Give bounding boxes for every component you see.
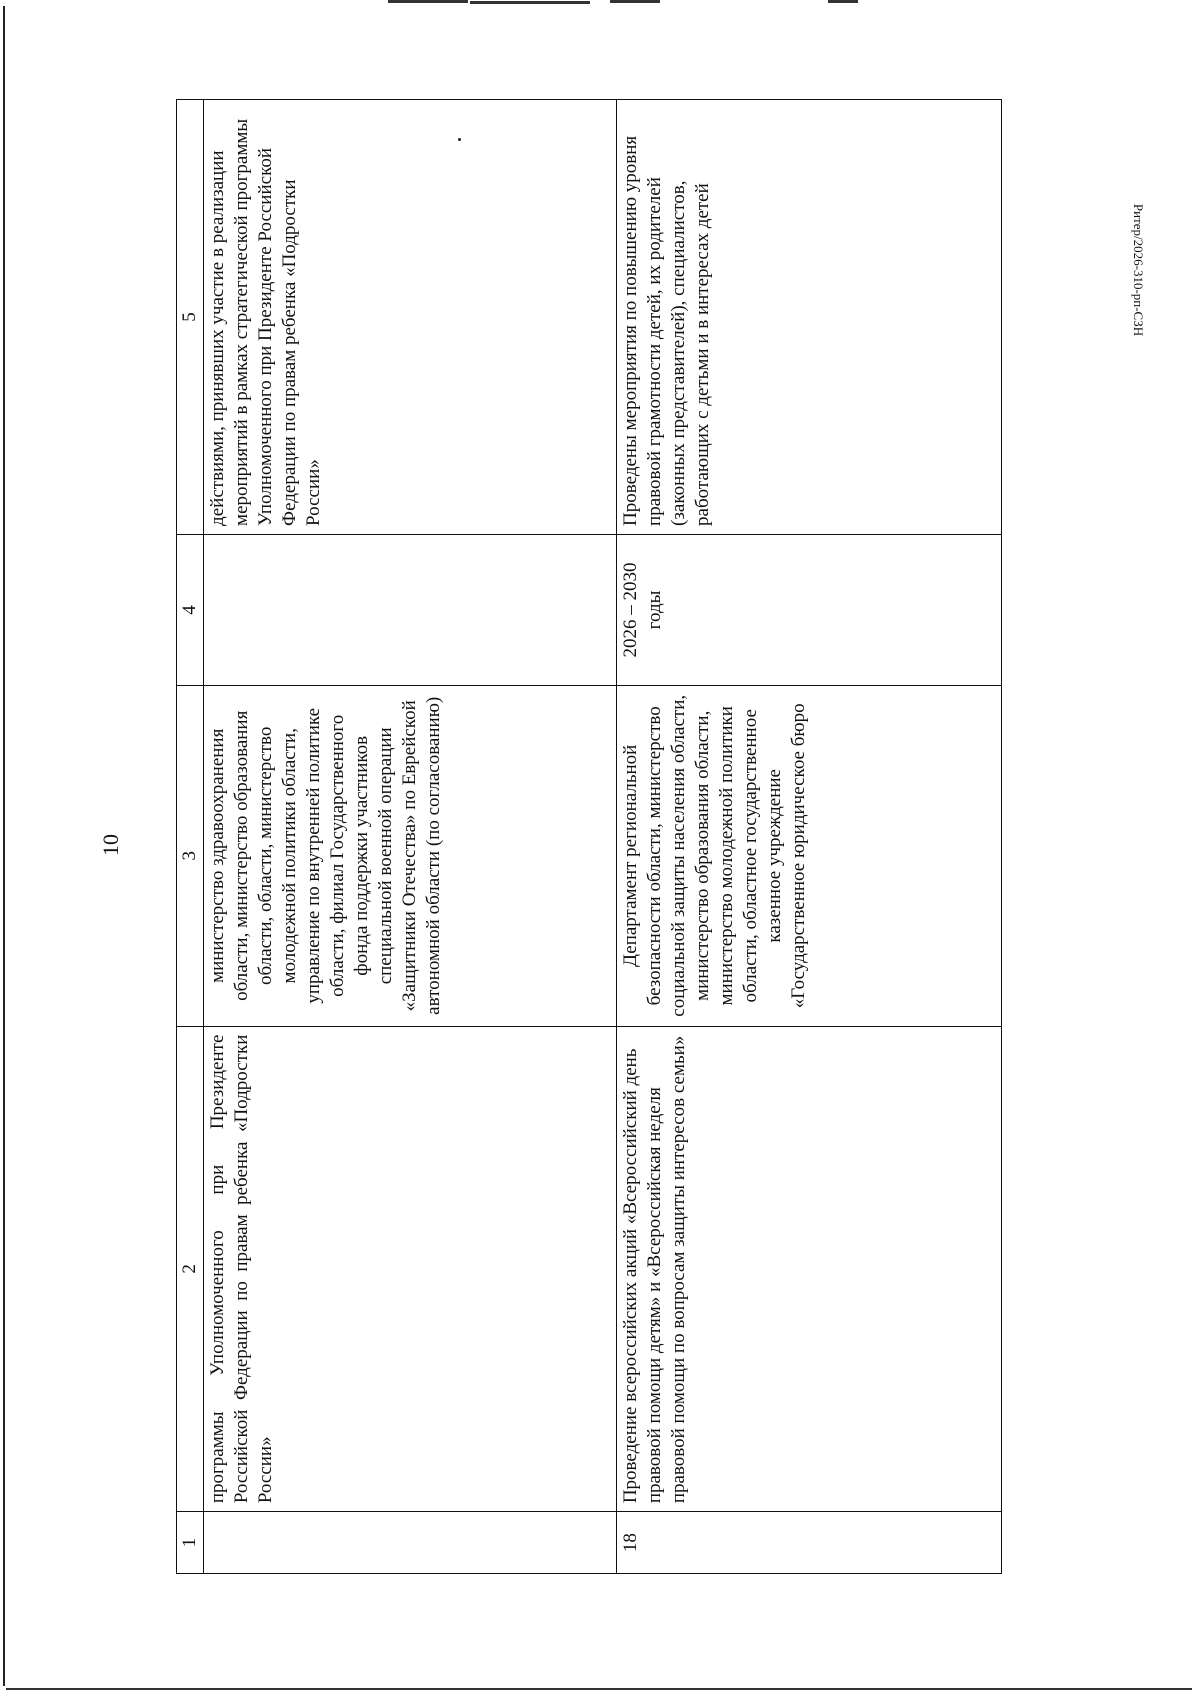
period-cell: 2026 – 2030 годы	[617, 534, 1002, 685]
schedule-table-rotated	[176, 99, 992, 1574]
page-edge	[6, 1688, 1192, 1690]
page-edge	[3, 6, 5, 1686]
row-number	[204, 1512, 617, 1574]
table-row	[617, 100, 1002, 1574]
column-header-1: 1	[177, 1512, 204, 1574]
executors-cell: министерство здравоохранения области, министерство образования области, области, министерство молодежной политики области, управление по внутренней политике области, филиал Государственного фонда поддержки участников специальной военной операции «Защитники Отечества» по Еврейской автономной области (по согласованию)	[204, 685, 617, 1026]
document-code-text: Ритер/2026-310-рп-СЗН	[1131, 203, 1146, 337]
result-cell: действиями, принявших участие в реализации мероприятий в рамках стратегической программы Уполномоченного при Президенте Российской Федерации по правам ребенка «Подростки России»	[204, 100, 617, 535]
schedule-table	[176, 99, 1002, 1574]
header-row	[177, 100, 204, 1574]
row-number: 18	[617, 1512, 1002, 1574]
column-header-5: 5	[177, 100, 204, 535]
table-row	[204, 100, 617, 1574]
period-cell	[204, 534, 617, 685]
event-cell: Проведение всероссийских акций «Всероссийский день правовой помощи детям» и «Всероссийская неделя правовой помощи по вопросам защиты интересов семьи»	[617, 1026, 1002, 1512]
executors-cell: Департамент региональной безопасности области, министерство социальной защиты населения области, министерство образования области, министерство молодежной политики области, областное государственное казенное учреждение «Государственное юридическое бюро	[617, 685, 1002, 1026]
scan-artifact	[610, 0, 660, 3]
scan-artifact	[828, 0, 858, 3]
scan-artifact	[388, 0, 468, 3]
column-header-4: 4	[177, 534, 204, 685]
scan-artifact	[470, 1, 590, 4]
column-header-3: 3	[177, 685, 204, 1026]
event-cell: программы Уполномоченного при Президенте Российской Федерации по правам ребенка «Подростки России»	[204, 1026, 617, 1512]
column-header-2: 2	[177, 1026, 204, 1512]
result-cell: Проведены мероприятия по повышению уровня правовой грамотности детей, их родителей (законных представителей), специалистов, работающих с детьми и в интересах детей	[617, 100, 1002, 535]
document-code	[1018, 120, 1146, 420]
page-number: 10	[98, 834, 123, 856]
